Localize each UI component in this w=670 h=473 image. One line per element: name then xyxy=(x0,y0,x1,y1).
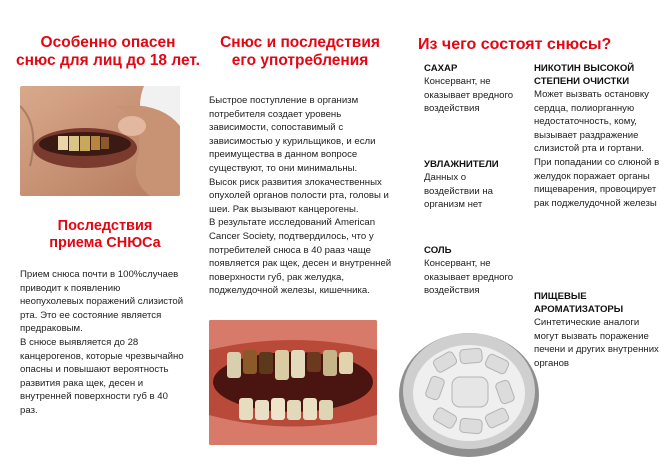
ingredient-nicotine xyxy=(534,62,662,210)
col1-title-line2: снюс для лиц до 18 лет. xyxy=(16,51,200,69)
ingredient-sugar-text: Консервант, не оказывает вредного воздействия xyxy=(424,76,514,115)
ingredient-nicotine-heading: НИКОТИН ВЫСОКОЙ СТЕПЕНИ ОЧИСТКИ xyxy=(534,63,635,87)
col2-paragraph-2: Высок риск развития злокачественных опухолей органов полости рта, головы и шеи. Рак вызывают канцерогены. xyxy=(209,176,389,215)
col1-title-line1: Особенно опасен xyxy=(40,34,176,51)
col1-subtitle xyxy=(20,218,190,251)
col2-title-line1: Снюс и последствия xyxy=(220,34,380,51)
col1-body xyxy=(20,268,184,418)
mouth-closeup-photo xyxy=(20,86,180,196)
ingredient-sugar xyxy=(424,62,520,116)
col1-paragraph-2: В снюсе выявляется до 28 канцерогенов, которые чрезвычайно опасны и повышают вероятность развития рака щек, десен и внутренней поверхности губ в 40 раз. xyxy=(20,336,184,416)
col2-title-line2: его употребления xyxy=(231,51,369,69)
ingredient-humectants-heading: УВЛАЖНИТЕЛИ xyxy=(424,159,499,170)
col1-subtitle-line2: приема СНЮСа xyxy=(49,234,161,251)
ingredient-salt-text: Консервант, не оказывает вредного воздействия xyxy=(424,258,514,297)
ingredient-nicotine-text: Может вызвать остановку сердца, полиорганную недостаточность, кому, вызывает раздражение слизистой рта и гортани. При попадании со слюной в желудок поражает органы пищеварения, провоцирует рак поджелудочной железы xyxy=(534,89,660,209)
col1-title xyxy=(8,34,208,70)
ingredient-sugar-heading: САХАР xyxy=(424,63,458,74)
ingredient-salt xyxy=(424,244,520,298)
col2-paragraph-3: В результате исследований American Cancer Society, подтвердилось, что у потребителей снюса в 40 рааз чаще появляется рак щек, десен и внутренней поверхности губ, рак желудка, поджелудочной железы, кишечника. xyxy=(209,217,392,297)
snus-tin-photo xyxy=(394,315,544,465)
ingredient-salt-heading: СОЛЬ xyxy=(424,245,452,256)
col1-subtitle-line1: Последствия xyxy=(57,218,153,234)
col2-body xyxy=(209,94,395,298)
ingredient-flavorings-heading: ПИЩЕВЫЕ АРОМАТИЗАТОРЫ xyxy=(534,291,624,315)
col1-paragraph-1: Прием снюса почти в 100%случаев приводит к появлению неопухолевых поражений слизистой рта. Это ее состояние является предраковым. xyxy=(20,269,184,335)
col3-title: Из чего состоят снюсы? xyxy=(418,36,612,53)
ingredient-humectants-text: Данных о воздействии на организм нет xyxy=(424,172,494,211)
damaged-teeth-photo xyxy=(209,320,377,445)
ingredient-humectants xyxy=(424,158,520,212)
col2-title xyxy=(200,34,400,70)
ingredient-flavorings xyxy=(534,290,660,370)
col2-paragraph-1: Быстрое поступление в организм потребителя создает уровень зависимости, сопоставимый с зависимостью у курильщиков, и если преимущества в данном вопросе существуют, то они минимальны. xyxy=(209,95,376,174)
ingredient-flavorings-text: Синтетические аналоги могут вызвать поражение печени и других внутренних органов xyxy=(534,317,659,369)
